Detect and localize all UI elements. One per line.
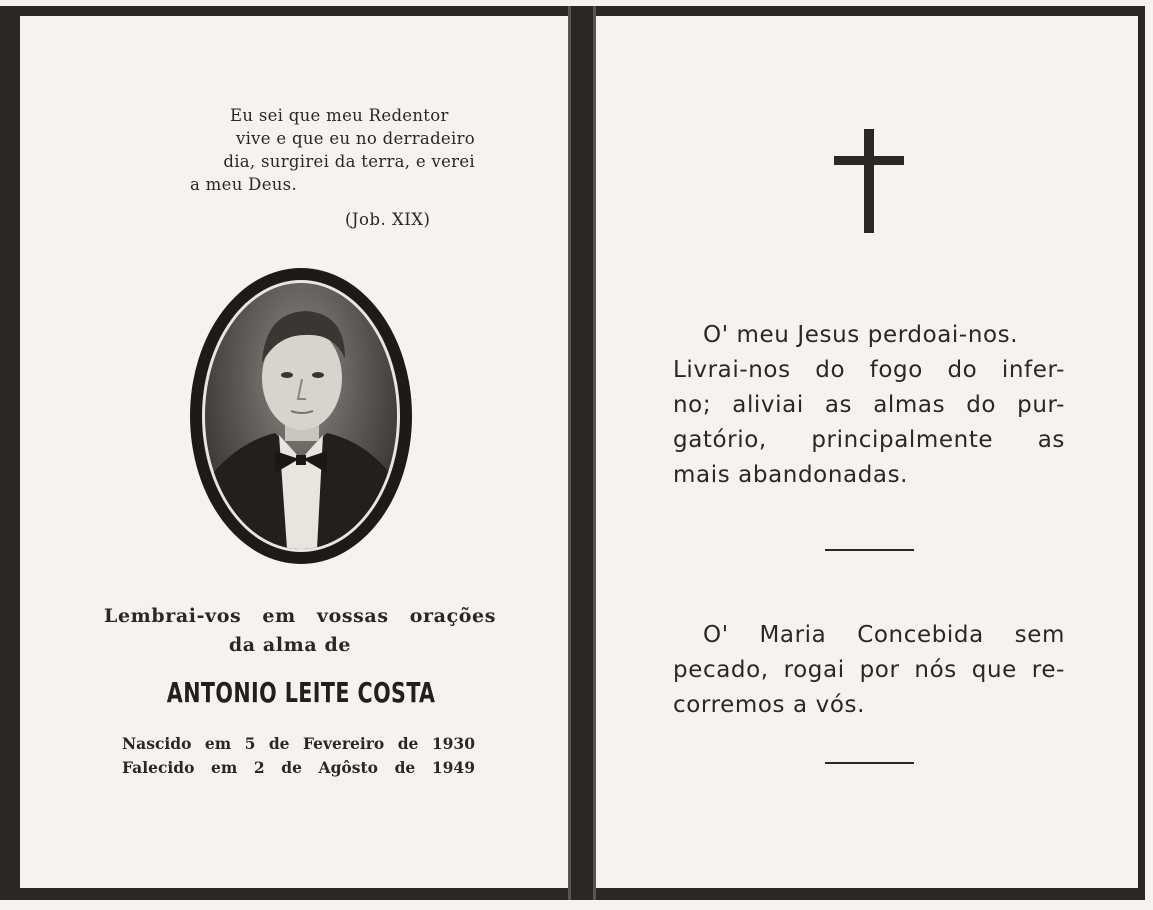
remembrance-text bbox=[104, 602, 496, 660]
prayer-line: corremos a vós. bbox=[673, 692, 866, 718]
portrait-frame bbox=[190, 268, 412, 564]
prayer-to-mary bbox=[673, 618, 1065, 723]
prayer-line: O' meu Jesus perdoai-nos. bbox=[703, 322, 1019, 348]
verse-line: dia, surgirei da terra, e verei bbox=[223, 152, 475, 171]
scripture-verse bbox=[190, 104, 475, 196]
divider-line bbox=[825, 549, 914, 551]
death-date: Falecido em 2 de Agôsto de 1949 bbox=[122, 758, 475, 777]
remembrance-line-1: Lembrai-vos em vossas orações bbox=[104, 605, 496, 627]
prayer-line: mais abandonadas. bbox=[673, 462, 909, 488]
verse-line: vive e que eu no derradeiro bbox=[235, 129, 475, 148]
prayer-line: Livrai-nos do fogo do infer- bbox=[673, 357, 1065, 383]
verse-line: a meu Deus. bbox=[190, 175, 297, 194]
cross-horizontal-bar bbox=[834, 156, 904, 165]
verse-line: Eu sei que meu Redentor bbox=[230, 106, 449, 125]
prayer-line: no; aliviai as almas do pur- bbox=[673, 392, 1065, 418]
prayer-line: O' Maria Concebida sem bbox=[703, 622, 1065, 648]
prayer-to-jesus bbox=[673, 318, 1065, 493]
remembrance-line-2: da alma de bbox=[228, 634, 352, 656]
prayer-line: gatório, principalmente as bbox=[673, 427, 1065, 453]
birth-date: Nascido em 5 de Fevereiro de 1930 bbox=[122, 734, 475, 753]
paper-edge-right bbox=[1145, 0, 1153, 910]
deceased-name: ANTONIO LEITE COSTA bbox=[166, 676, 436, 709]
cross-vertical-bar bbox=[864, 129, 874, 233]
paper-edge-bottom bbox=[0, 900, 1153, 910]
prayer-line: pecado, rogai por nós que re- bbox=[673, 657, 1065, 683]
portrait-photo bbox=[205, 283, 397, 549]
portrait-figure bbox=[205, 283, 397, 549]
divider-line bbox=[825, 762, 914, 764]
verse-source: (Job. XIX) bbox=[345, 210, 431, 229]
life-dates bbox=[122, 732, 475, 780]
portrait-mat bbox=[202, 280, 400, 552]
card-fold bbox=[568, 6, 596, 900]
